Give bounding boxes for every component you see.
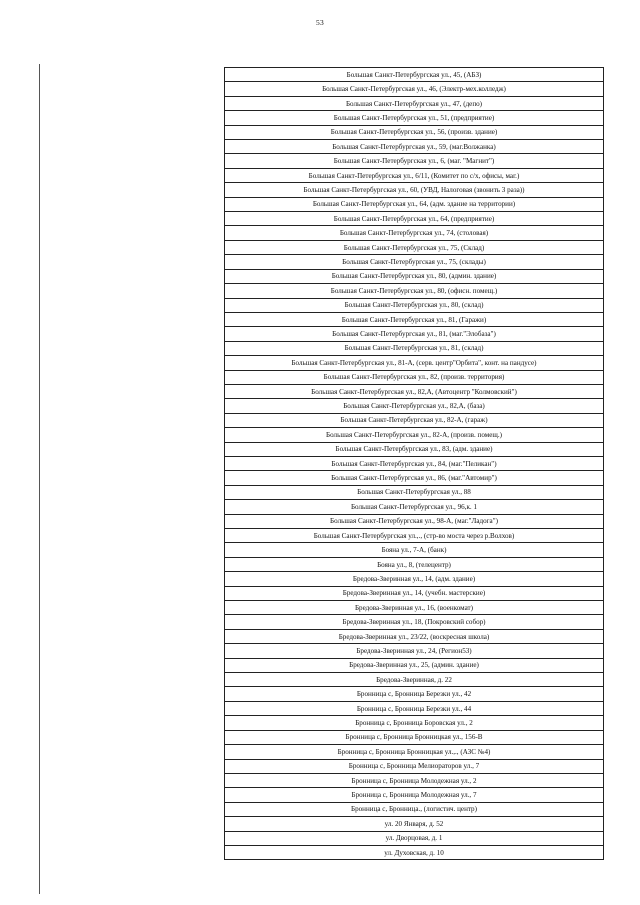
- table-row: [225, 370, 604, 384]
- table-row: [225, 529, 604, 543]
- table-row: [225, 831, 604, 845]
- address-cell: Бредова-Зверинная ул., 23/22, (воскресная школа): [225, 629, 604, 643]
- address-cell: Бредова-Зверинная ул., 24, (Регион53): [225, 644, 604, 658]
- table-row: [225, 68, 604, 82]
- table-row: [225, 384, 604, 398]
- page-number: 53: [315, 18, 325, 27]
- table-row: [225, 456, 604, 470]
- address-cell: Большая Санкт-Петербургская ул., 80, (админ. здание): [225, 269, 604, 283]
- address-cell: Большая Санкт-Петербургская ул., 80, (офисн. помещ.): [225, 284, 604, 298]
- table-row: [225, 730, 604, 744]
- address-cell: Большая Санкт-Петербургская ул., 59, (маг.Волжанка): [225, 140, 604, 154]
- table-row: [225, 154, 604, 168]
- address-table-body: [225, 68, 604, 860]
- table-row: [225, 471, 604, 485]
- table-row: [225, 615, 604, 629]
- table-row: [225, 644, 604, 658]
- table-row: [225, 701, 604, 715]
- table-row: [225, 240, 604, 254]
- address-cell: Бредова-Зверинная, д. 22: [225, 673, 604, 687]
- address-cell: Большая Санкт-Петербургская ул., 82, (произв. территория): [225, 370, 604, 384]
- table-row: [225, 485, 604, 499]
- address-cell: Большая Санкт-Петербургская ул., 46, (Электр-мех.колледж): [225, 82, 604, 96]
- table-row: [225, 183, 604, 197]
- address-cell: Большая Санкт-Петербургская ул., 80, (склад): [225, 298, 604, 312]
- table-row: [225, 687, 604, 701]
- address-cell: Большая Санкт-Петербургская ул., 64, (предприятие): [225, 212, 604, 226]
- address-cell: ул. Дворцовая, д. 1: [225, 831, 604, 845]
- address-cell: Бронница с, Бронница Боровская ул., 2: [225, 716, 604, 730]
- table-row: [225, 673, 604, 687]
- table-row: [225, 745, 604, 759]
- address-cell: Бронница с, Бронница., (логистич. центр): [225, 802, 604, 816]
- address-cell: Большая Санкт-Петербургская ул., 82-А, (произв. помещ.): [225, 428, 604, 442]
- address-cell: Большая Санкт-Петербургская ул., 82-А, (гараж): [225, 413, 604, 427]
- table-row: [225, 586, 604, 600]
- table-row: [225, 269, 604, 283]
- table-row: [225, 298, 604, 312]
- table-row: [225, 111, 604, 125]
- table-row: [225, 255, 604, 269]
- address-table: [224, 67, 604, 860]
- table-row: [225, 312, 604, 326]
- table-row: [225, 500, 604, 514]
- table-row: [225, 96, 604, 110]
- address-cell: Большая Санкт-Петербургская ул., 88: [225, 485, 604, 499]
- address-cell: Большая Санкт-Петербургская ул., 47, (депо): [225, 96, 604, 110]
- address-cell: Большая Санкт-Петербургская ул., 82,А, (база): [225, 399, 604, 413]
- table-row: [225, 773, 604, 787]
- table-row: [225, 514, 604, 528]
- address-cell: Бронница с, Бронница Молодежная ул., 2: [225, 773, 604, 787]
- address-cell: Большая Санкт-Петербургская ул., 82,А, (Автоцентр "Колмовский"): [225, 384, 604, 398]
- table-row: [225, 82, 604, 96]
- table-row: [225, 212, 604, 226]
- address-cell: Бронница с, Бронница Березки ул., 44: [225, 701, 604, 715]
- table-row: [225, 817, 604, 831]
- address-cell: Большая Санкт-Петербургская ул., 83, (адм. здание): [225, 442, 604, 456]
- table-row: [225, 327, 604, 341]
- table-row: [225, 658, 604, 672]
- table-row: [225, 125, 604, 139]
- table-row: [225, 759, 604, 773]
- address-cell: Большая Санкт-Петербургская ул., 45, (АБЗ): [225, 68, 604, 82]
- table-row: [225, 557, 604, 571]
- address-cell: Бредова-Зверинная ул., 14, (учебн. мастерские): [225, 586, 604, 600]
- address-cell: Большая Санкт-Петербургская ул., 86, (маг."Автомир"): [225, 471, 604, 485]
- table-row: [225, 226, 604, 240]
- address-cell: Бояна ул., 7-А, (банк): [225, 543, 604, 557]
- address-cell: Бронница с, Бронница Бронницкая ул., 156-В: [225, 730, 604, 744]
- address-cell: Большая Санкт-Петербургская ул., 81, (маг."Элобаза"): [225, 327, 604, 341]
- table-row: [225, 197, 604, 211]
- table-row: [225, 716, 604, 730]
- table-row: [225, 399, 604, 413]
- address-cell: Бронница с, Бронница Мелиораторов ул., 7: [225, 759, 604, 773]
- address-cell: Бредова-Зверинная ул., 25, (админ. здание): [225, 658, 604, 672]
- table-row: [225, 629, 604, 643]
- address-cell: Большая Санкт-Петербургская ул., 81-А, (серв. центр"Орбита", конт. на пандусе): [225, 356, 604, 370]
- address-cell: Большая Санкт-Петербургская ул., 6, (маг. "Магнит"): [225, 154, 604, 168]
- address-cell: Бронница с, Бронница Березки ул., 42: [225, 687, 604, 701]
- table-row: [225, 284, 604, 298]
- left-margin-rule: [39, 64, 40, 894]
- table-row: [225, 140, 604, 154]
- table-row: [225, 341, 604, 355]
- address-cell: Большая Санкт-Петербургская ул., 75, (склады): [225, 255, 604, 269]
- table-row: [225, 788, 604, 802]
- address-cell: Бредова-Зверинная ул., 18, (Покровский собор): [225, 615, 604, 629]
- address-cell: Бредова-Зверинная ул., 14, (адм. здание): [225, 572, 604, 586]
- address-cell: Бояна ул., 8, (телецентр): [225, 557, 604, 571]
- address-cell: Бредова-Зверинная ул., 16, (военкомат): [225, 601, 604, 615]
- address-cell: Большая Санкт-Петербургская ул., 81, (Гаражи): [225, 312, 604, 326]
- address-cell: Большая Санкт-Петербургская ул., 56, (произв. здание): [225, 125, 604, 139]
- address-cell: Большая Санкт-Петербургская ул., 64, (адм. здание на территории): [225, 197, 604, 211]
- address-cell: Большая Санкт-Петербургская ул., 75, (Склад): [225, 240, 604, 254]
- table-row: [225, 543, 604, 557]
- table-row: [225, 802, 604, 816]
- address-cell: Большая Санкт-Петербургская ул., 51, (предприятие): [225, 111, 604, 125]
- table-row: [225, 356, 604, 370]
- table-row: [225, 845, 604, 859]
- address-cell: Большая Санкт-Петербургская ул., 60, (УВД, Налоговая (звонить 3 раза)): [225, 183, 604, 197]
- address-cell: ул. 20 Января, д. 52: [225, 817, 604, 831]
- address-cell: Большая Санкт-Петербургская ул., 98-А, (маг."Ладога"): [225, 514, 604, 528]
- address-cell: Большая Санкт-Петербургская ул., 96,к. 1: [225, 500, 604, 514]
- address-cell: Большая Санкт-Петербургская ул., 6/11, (Комитет по с/х, офисы, маг.): [225, 168, 604, 182]
- table-row: [225, 572, 604, 586]
- table-row: [225, 442, 604, 456]
- table-row: [225, 428, 604, 442]
- address-cell: Большая Санкт-Петербургская ул., 74, (столовая): [225, 226, 604, 240]
- table-row: [225, 413, 604, 427]
- address-cell: Большая Санкт-Петербургская ул.,., (стр-во моста через р.Волхов): [225, 529, 604, 543]
- address-cell: Бронница с, Бронница Бронницкая ул.,., (АЗС №4): [225, 745, 604, 759]
- address-cell: Большая Санкт-Петербургская ул., 81, (склад): [225, 341, 604, 355]
- table-row: [225, 168, 604, 182]
- address-cell: ул. Духовская, д. 10: [225, 845, 604, 859]
- address-cell: Большая Санкт-Петербургская ул., 84, (маг."Пеликан"): [225, 456, 604, 470]
- address-cell: Бронница с, Бронница Молодежная ул., 7: [225, 788, 604, 802]
- table-row: [225, 601, 604, 615]
